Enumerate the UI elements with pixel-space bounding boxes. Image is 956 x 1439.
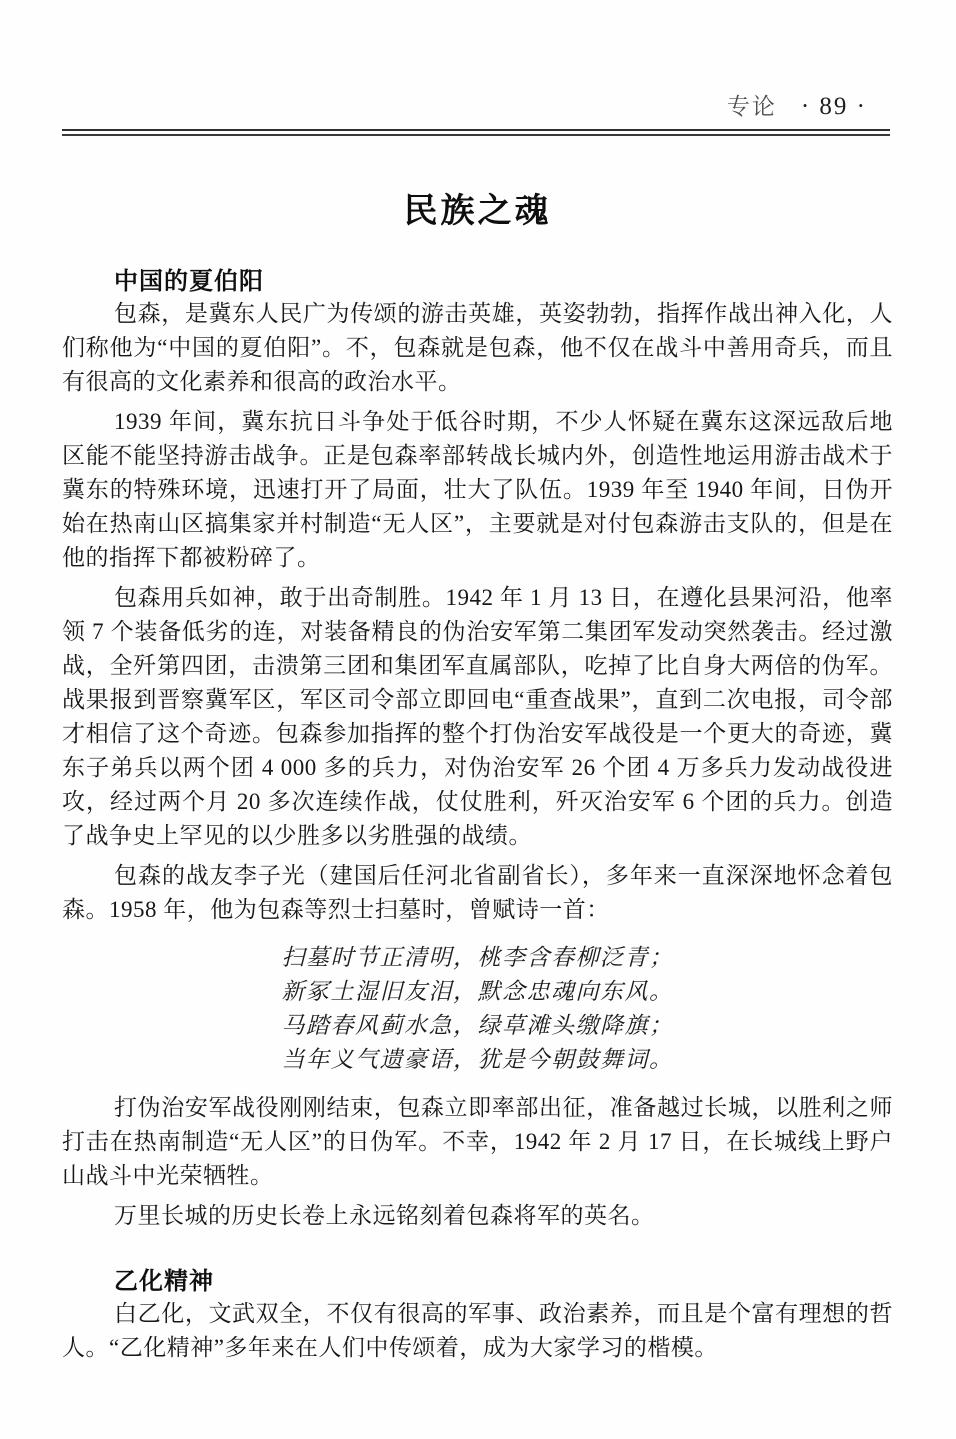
page-header bbox=[62, 0, 867, 125]
paragraph: 包森的战友李子光（建国后任河北省副省长），多年来一直深深地怀念着包森。1958 年，他为包森等烈士扫墓时，曾赋诗一首： bbox=[62, 863, 893, 922]
paragraph: 白乙化，文武双全，不仅有很高的军事、政治素养，而且是个富有理想的哲人。“乙化精神”多年来在人们中传颂着，成为大家学习的楷模。 bbox=[62, 1301, 893, 1360]
article-title: 民族之魂 bbox=[403, 192, 552, 230]
paragraph: 万里长城的历史长卷上永远铭刻着包森将军的英名。 bbox=[114, 1203, 655, 1228]
running-section-label: 专论 bbox=[726, 94, 777, 119]
section-yihua-spirit bbox=[62, 1267, 893, 1365]
section-heading-2: 乙化精神 bbox=[114, 1268, 214, 1295]
section-china-chapayev bbox=[62, 267, 893, 1233]
paragraph: 包森用兵如神，敢于出奇制胜。1942 年 1 月 13 日，在遵化县果河沿，他率领 7 个装备低劣的连，对装备精良的伪治安军第二集团军发动突然袭击。经过激战，全歼第四团，击溃第三团和集团军直属部队，吃掉了比自身大两倍的伪军。战果报到晋察冀军区，军区司令部立即回电“重查战果”，直到二次电报，司令部才相信了这个奇迹。包森参加指挥的整个打伪治安军战役是一个更大的奇迹，冀东子弟兵以两个团 4 000 多的兵力，对伪治安军 26 个团 4 万多兵力发动战役进攻，经过两个月 20 多次连续作战，仗仗胜利，歼灭治安军 6 个团的兵力。创造了战争史上罕见的以少胜多以劣胜强的战绩。 bbox=[62, 585, 893, 848]
section-heading-1: 中国的夏伯阳 bbox=[114, 268, 264, 295]
article-body bbox=[62, 191, 893, 1365]
poem-line: 新冢土湿旧友泪，默念忠魂向东风。 bbox=[281, 979, 674, 1004]
poem-line: 当年义气遗豪语，犹是今朝鼓舞词。 bbox=[281, 1047, 674, 1072]
paragraph: 包森，是冀东人民广为传颂的游击英雄，英姿勃勃，指挥作战出神入化，人们称他为“中国的夏伯阳”。不，包森就是包森，他不仅在战斗中善用奇兵，而且有很高的文化素养和很高的政治水平。 bbox=[62, 301, 893, 394]
page-number: · 89 · bbox=[800, 93, 867, 120]
paragraph: 打伪治安军战役刚刚结束，包森立即率部出征，准备越过长城，以胜利之师打击在热南制造“无人区”的日伪军。不幸，1942 年 2 月 17 日，在长城线上野户山战斗中光荣牺牲。 bbox=[62, 1095, 893, 1188]
memorial-poem bbox=[62, 941, 893, 1077]
poem-line: 扫墓时节正清明，桃李含春柳泛青； bbox=[281, 945, 674, 970]
paragraph: 1939 年间，冀东抗日斗争处于低谷时期，不少人怀疑在冀东这深远敌后地区能不能坚持游击战争。正是包森率部转战长城内外，创造性地运用游击战术于冀东的特殊环境，迅速打开了局面，壮大了队伍。1939 年至 1940 年间，日伪开始在热南山区搞集家并村制造“无人区”，主要就是对付包森游击支队的，但是在他的指挥下都被粉碎了。 bbox=[62, 409, 893, 570]
header-divider-rule bbox=[62, 129, 890, 136]
poem-line: 马踏春风蓟水急，绿草滩头缴降旗； bbox=[281, 1013, 674, 1038]
